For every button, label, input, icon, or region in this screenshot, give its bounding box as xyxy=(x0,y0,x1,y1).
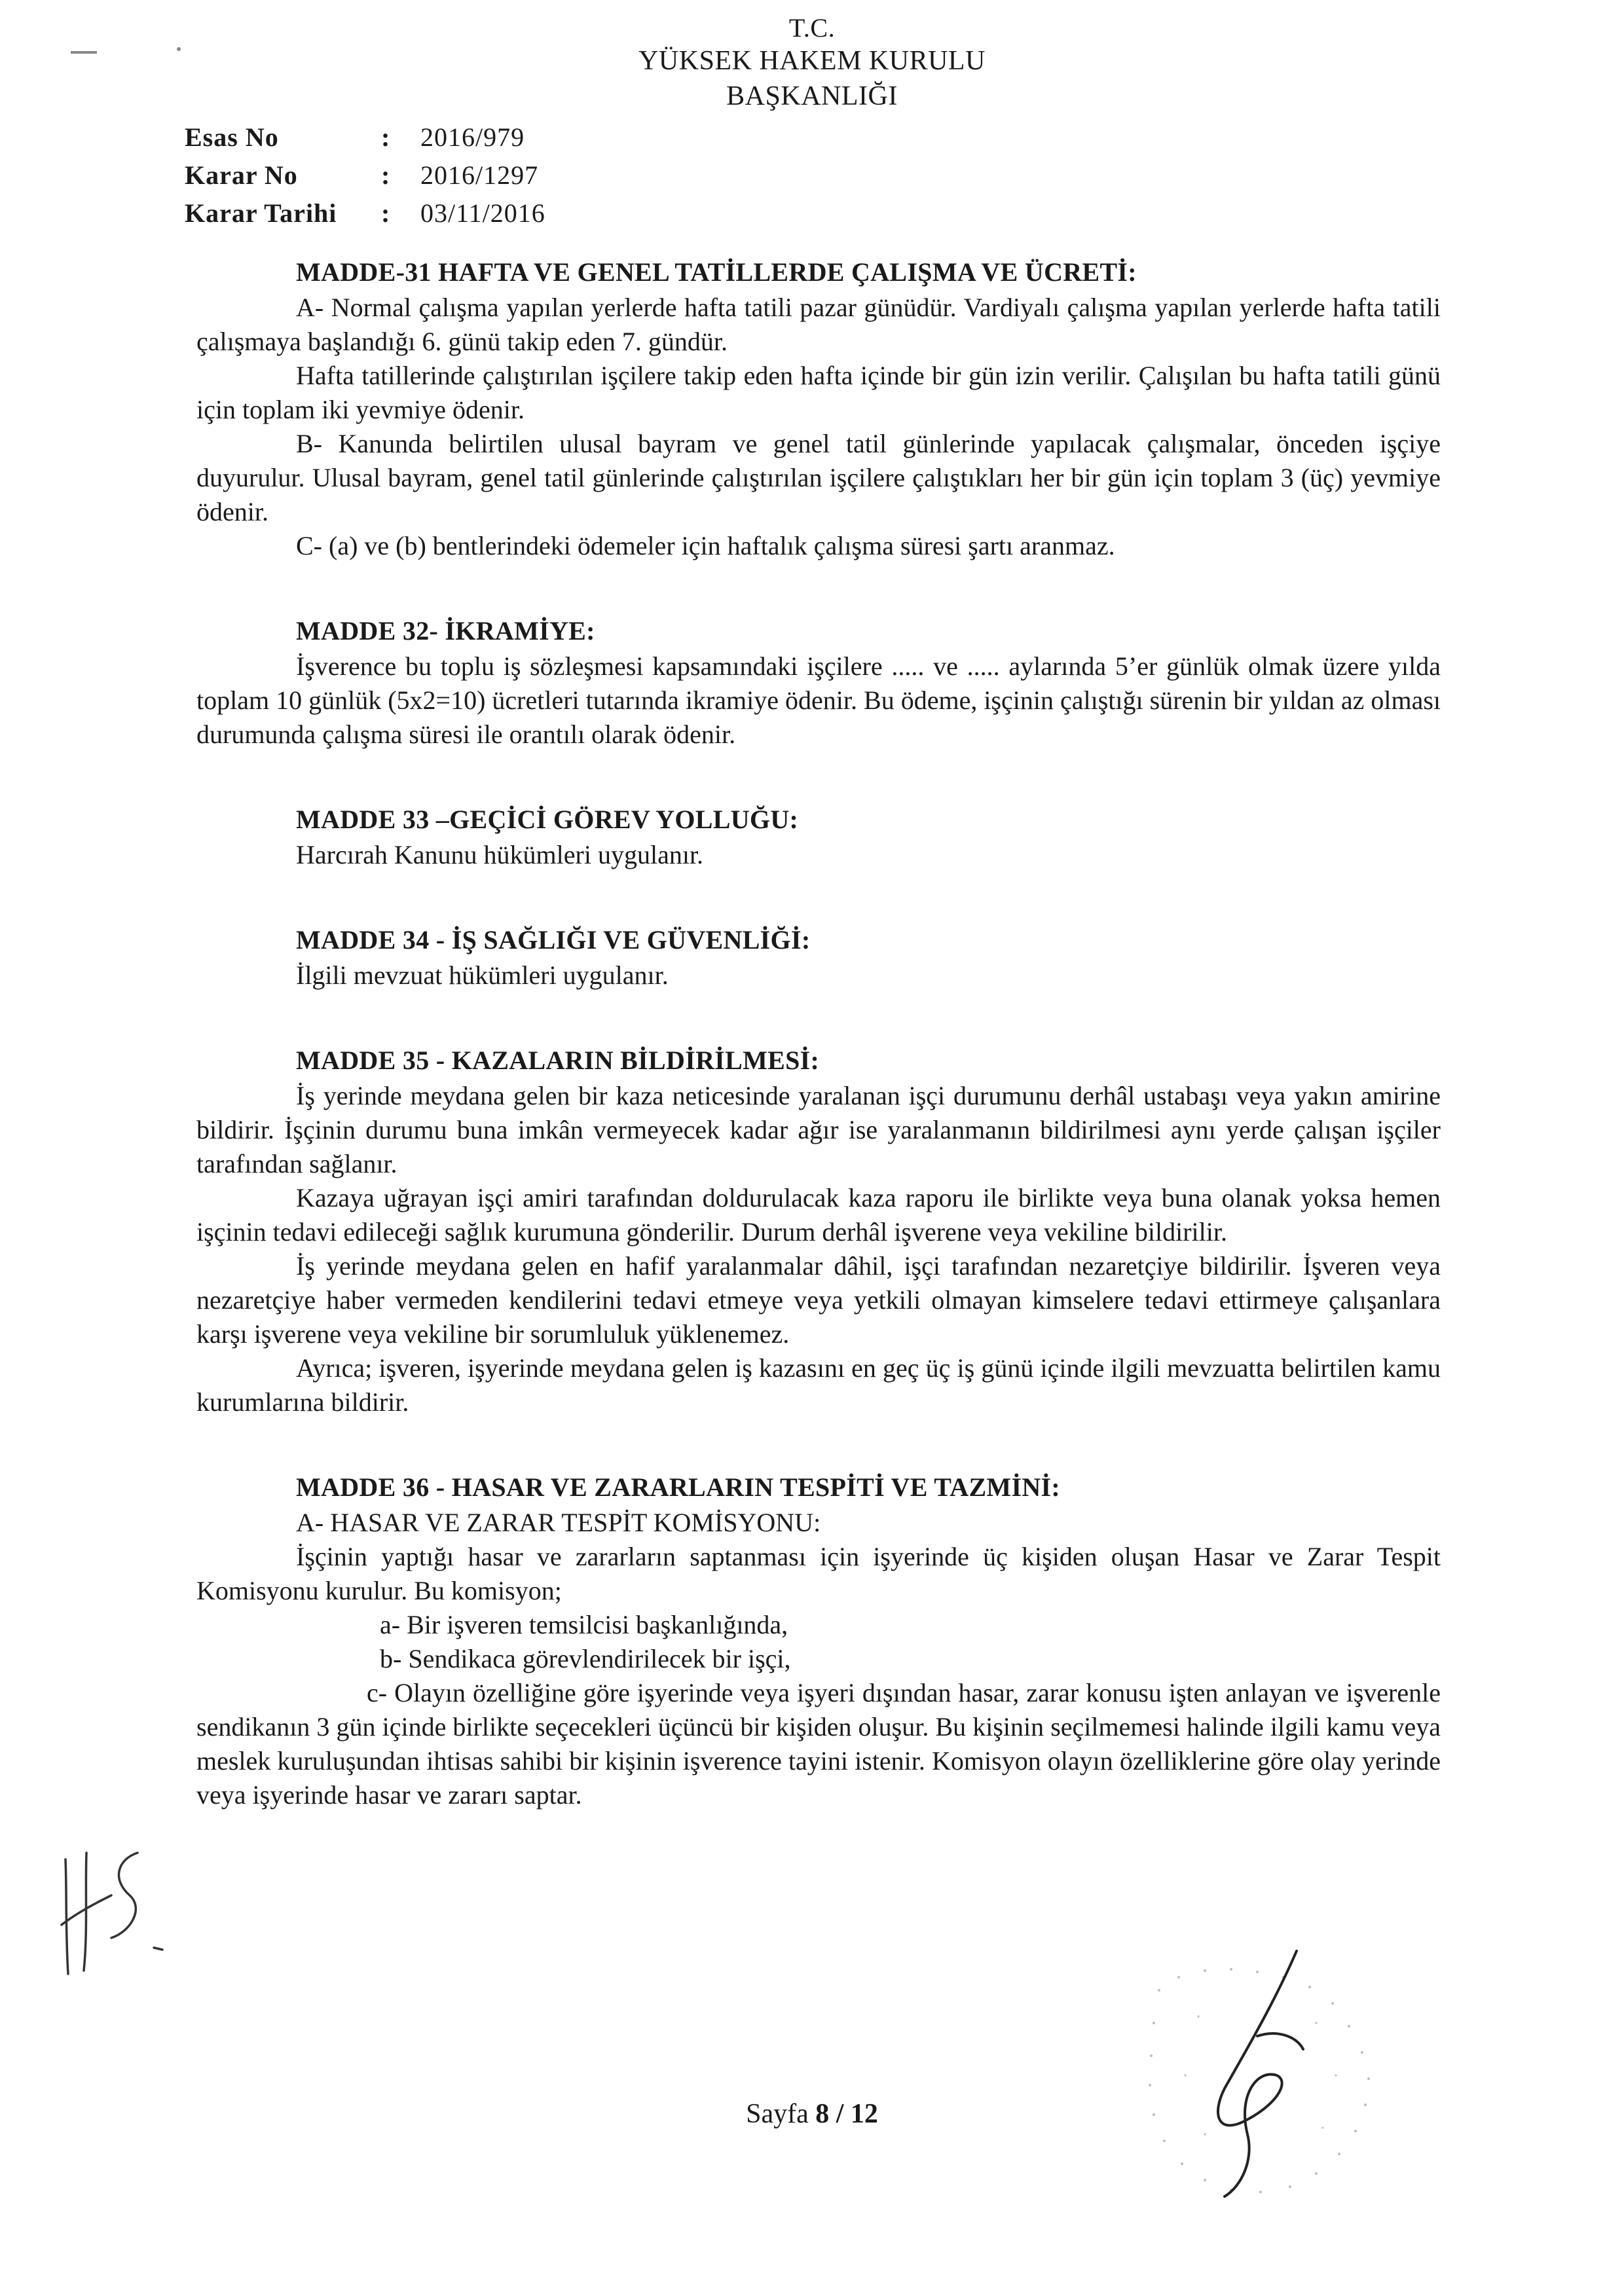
list-item: a- Bir işveren temsilcisi başkanlığında, xyxy=(380,1610,788,1639)
page-count: 8 / 12 xyxy=(815,2099,878,2129)
paragraph: İş yerinde meydana gelen en hafif yaralanmalar dâhil, işçi tarafından nezaretçiye bildirilir. İşveren veya nezaretçiye haber vermeden kendilerini tedavi etmeye veya yetkili olmayan kimselere tedavi ettirmeye çalışanlara karşı işverene veya vekiline bir sorumluluk yüklenemez. xyxy=(196,1251,1441,1349)
meta-label: Karar Tarihi xyxy=(185,198,337,228)
section-title-madde-35: MADDE 35 - KAZALARIN BİLDİRİLMESİ: xyxy=(296,1046,820,1075)
list-item: c- Olayın özelliğine göre işyerinde veya işyeri dışından hasar, zarar konusu işten anlayan ve işverenle sendikanın 3 gün içinde birlikte seçecekleri üçüncü bir kişiden oluşur. Bu kişinin seçilmemesi halinde ilgili kamu veya meslek kuruluşundan ihtisas sahibi bir kişinin işverence tayini istenir. Komisyon olayın özelliklerine göre olay yerinde veya işyerinde hasar ve zararı saptar. xyxy=(196,1678,1441,1810)
meta-colon: : xyxy=(381,160,390,190)
paragraph: Kazaya uğrayan işçi amiri tarafından doldurulacak kaza raporu ile birlikte veya buna olanak yoksa hemen işçinin tedavi edileceği sağlık kurumuna gönderilir. Durum derhâl işverene veya vekiline bildirilir. xyxy=(196,1183,1441,1247)
meta-row-tarih xyxy=(185,195,545,233)
section-title-madde-36: MADDE 36 - HASAR VE ZARARLARIN TESPİTİ VE TAZMİNİ: xyxy=(296,1472,1061,1502)
header-department: BAŞKANLIĞI xyxy=(726,81,898,111)
paragraph: Harcırah Kanunu hükümleri uygulanır. xyxy=(296,840,704,869)
paragraph: C- (a) ve (b) bentlerindeki ödemeler için haftalık çalışma süresi şartı aranmaz. xyxy=(296,531,1115,560)
subsection-title: A- HASAR VE ZARAR TESPİT KOMİSYONU: xyxy=(296,1508,821,1537)
scan-artifact xyxy=(177,47,181,51)
page-number xyxy=(0,2098,1624,2130)
meta-value: 03/11/2016 xyxy=(420,198,545,228)
signature xyxy=(1126,1938,1401,2200)
meta-row-esas xyxy=(185,119,545,157)
page-label: Sayfa xyxy=(746,2099,816,2129)
meta-value: 2016/1297 xyxy=(420,160,539,190)
meta-row-karar xyxy=(185,157,545,195)
paragraph: İş yerinde meydana gelen bir kaza neticesinde yaralanan işçi durumunu derhâl ustabaşı veya yakın amirine bildirir. İşçinin durumu buna imkân vermeyecek kadar ağır ise yaralanmanın bildirilmesi aynı yerde çalışan işçiler tarafından sağlanır. xyxy=(196,1081,1441,1178)
handwritten-initials xyxy=(46,1833,177,1984)
section-title-madde-34: MADDE 34 - İŞ SAĞLIĞI VE GÜVENLİĞİ: xyxy=(296,925,811,955)
paragraph: A- Normal çalışma yapılan yerlerde hafta tatili pazar günüdür. Vardiyalı çalışma yapılan yerlerde hafta tatili çalışmaya başlandığı 6. günü takip eden 7. gündür. xyxy=(196,293,1441,356)
paragraph: İlgili mevzuat hükümleri uygulanır. xyxy=(296,960,669,990)
document-body xyxy=(196,255,1441,1812)
meta-value: 2016/979 xyxy=(420,122,525,152)
paragraph: İşçinin yaptığı hasar ve zararların saptanması için işyerinde üç kişiden oluşan Hasar ve Zarar Tespit Komisyonu kurulur. Bu komisyon; xyxy=(196,1542,1441,1605)
paragraph: B- Kanunda belirtilen ulusal bayram ve genel tatil günlerinde yapılacak çalışmalar, önceden işçiye duyurulur. Ulusal bayram, genel tatil günlerinde çalıştırılan işçilere çalıştıkları her bir gün için toplam 3 (üç) yevmiye ödenir. xyxy=(196,429,1441,526)
section-title-madde-32: MADDE 32- İKRAMİYE: xyxy=(296,616,595,646)
paragraph: İşverence bu toplu iş sözleşmesi kapsamındaki işçilere ..... ve ..... aylarında 5’er günlük olmak üzere yılda toplam 10 günlük (5x2=10) ücretleri tutarında ikramiye ödenir. Bu ödeme, işçinin çalıştığı sürenin bir yıldan az olması durumunda çalışma süresi ile orantılı olarak ödenir. xyxy=(196,651,1441,749)
meta-label: Karar No xyxy=(185,160,298,190)
meta-label: Esas No xyxy=(185,122,279,152)
header-tc: T.C. xyxy=(788,13,836,43)
paragraph: Ayrıca; işveren, işyerinde meydana gelen iş kazasını en geç üç iş günü içinde ilgili mevzuatta belirtilen kamu kurumlarına bildirir. xyxy=(196,1353,1441,1417)
scan-artifact xyxy=(71,51,97,54)
meta-colon: : xyxy=(381,122,390,152)
paragraph: Hafta tatillerinde çalıştırılan işçilere takip eden hafta içinde bir gün izin verilir. Çalışılan bu hafta tatili günü için toplam iki yevmiye ödenir. xyxy=(196,361,1441,424)
section-title-madde-33: MADDE 33 –GEÇİCİ GÖREV YOLLUĞU: xyxy=(296,805,799,834)
meta-colon: : xyxy=(381,198,390,228)
section-title-madde-31: MADDE-31 HAFTA VE GENEL TATİLLERDE ÇALIŞMA VE ÜCRETİ: xyxy=(296,257,1137,287)
case-metadata xyxy=(185,119,545,233)
header-organization: YÜKSEK HAKEM KURULU xyxy=(638,46,986,76)
list-item: b- Sendikaca görevlendirilecek bir işçi, xyxy=(380,1644,791,1673)
